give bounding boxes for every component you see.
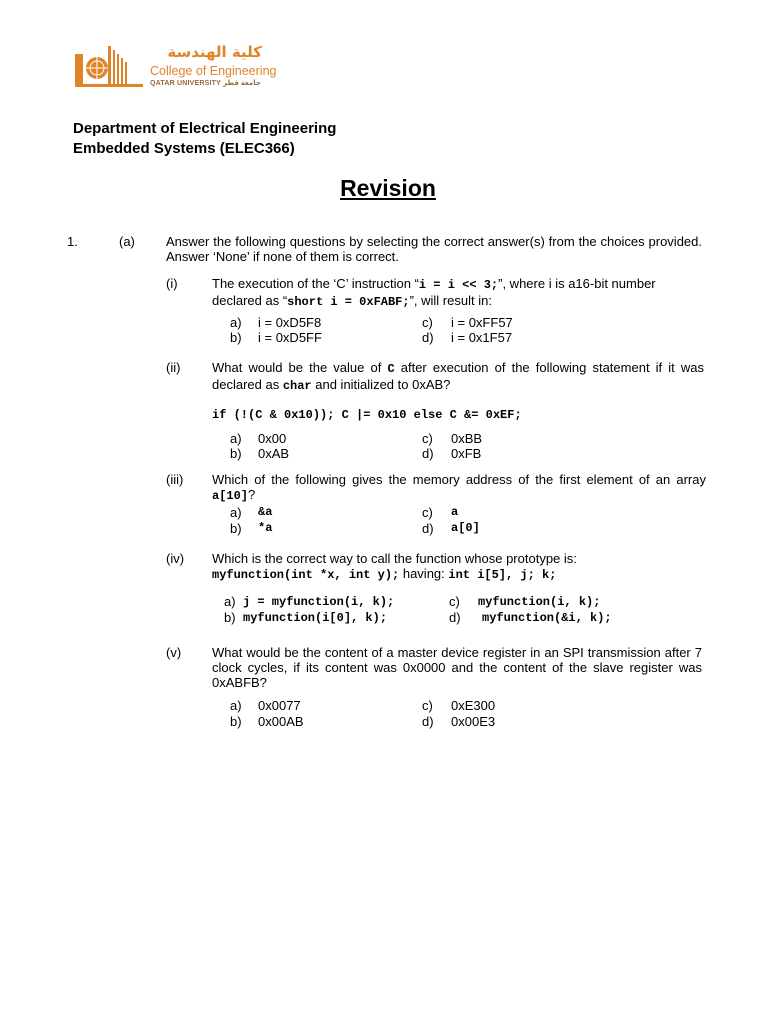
option-letter: b) bbox=[230, 330, 242, 345]
question-number: 1. bbox=[67, 234, 78, 249]
subq-i-text: The execution of the ‘C’ instruction “i = i << 3;”, where i is a16-bit number declared as “short i = 0xFABF;”, will result in: bbox=[212, 276, 656, 309]
option-text: 0x00 bbox=[258, 431, 287, 446]
option-letter: b) bbox=[230, 521, 242, 536]
option-letter: d) bbox=[422, 446, 434, 461]
option-text: myfunction(i[0], k); bbox=[243, 611, 388, 625]
option-letter: c) bbox=[422, 505, 433, 520]
subq-iii-number: (iii) bbox=[166, 472, 184, 487]
question-part: (a) bbox=[119, 234, 135, 249]
option-text: 0xAB bbox=[258, 446, 290, 461]
option-text: 0x00AB bbox=[258, 714, 304, 729]
option-letter: d) bbox=[422, 714, 434, 729]
option-text: 0xFB bbox=[451, 446, 482, 461]
option-letter: d) bbox=[449, 610, 461, 625]
option-text: 0x00E3 bbox=[451, 714, 496, 729]
option-text: 0x0077 bbox=[258, 698, 301, 713]
option-text: 0xE300 bbox=[451, 698, 496, 713]
subq-i-number: (i) bbox=[166, 276, 178, 291]
page-title: Revision bbox=[340, 175, 436, 201]
option-text: i = 0xD5FF bbox=[258, 330, 322, 345]
subq-iv-number: (iv) bbox=[166, 551, 185, 566]
option-letter: c) bbox=[422, 315, 433, 330]
option-text: a bbox=[451, 505, 459, 519]
option-letter: a) bbox=[230, 698, 242, 713]
option-text: i = 0xFF57 bbox=[451, 315, 513, 330]
subq-ii-text: What would be the value of C after execution of the following statement if it was declared as char and initialized to 0xAB? bbox=[212, 360, 705, 393]
question-intro: Answer the following questions by selecting the correct answer(s) from the choices provided. Answer ‘None’ if none of them is correct. bbox=[166, 234, 702, 264]
option-letter: a) bbox=[230, 315, 242, 330]
subq-v-number: (v) bbox=[166, 645, 182, 660]
option-text: a[0] bbox=[451, 521, 480, 535]
subq-v-text: What would be the content of a master device register in an SPI transmission after 7 clock cycles, if its content was 0x0000 and the content of the slave register was 0xABFB? bbox=[212, 645, 702, 690]
option-letter: a) bbox=[224, 594, 236, 609]
option-letter: c) bbox=[422, 698, 433, 713]
option-letter: a) bbox=[230, 431, 242, 446]
option-letter: b) bbox=[230, 714, 242, 729]
subq-ii-number: (ii) bbox=[166, 360, 181, 375]
option-text: myfunction(&i, k); bbox=[482, 611, 612, 625]
option-letter: c) bbox=[449, 594, 460, 609]
code-statement: if (!(C & 0x10)); C |= 0x10 else C &= 0xEF; bbox=[212, 408, 522, 422]
subq-iv-text: Which is the correct way to call the function whose prototype is: myfunction(int *x, int y); having: int i[5], j; k; bbox=[212, 551, 577, 582]
option-letter: d) bbox=[422, 330, 434, 345]
department-name: Department of Electrical Engineering bbox=[73, 120, 337, 137]
option-letter: d) bbox=[422, 521, 434, 536]
subq-iii-text: Which of the following gives the memory address of the first element of an array a[10]? bbox=[212, 472, 706, 503]
option-text: i = 0xD5F8 bbox=[258, 315, 322, 330]
option-text: &a bbox=[258, 505, 273, 519]
logo-college-name: College of Engineering bbox=[150, 64, 277, 78]
logo-university-name: QATAR UNIVERSITY جامعة قطر bbox=[150, 80, 261, 87]
option-letter: b) bbox=[230, 446, 242, 461]
option-letter: b) bbox=[224, 610, 236, 625]
option-text: *a bbox=[258, 521, 273, 535]
logo-arabic-name: كلية الهندسة bbox=[167, 43, 262, 61]
course-name: Embedded Systems (ELEC366) bbox=[73, 140, 295, 157]
option-text: myfunction(i, k); bbox=[478, 595, 601, 609]
option-letter: c) bbox=[422, 431, 433, 446]
option-text: i = 0x1F57 bbox=[451, 330, 513, 345]
department-heading bbox=[73, 119, 336, 159]
option-text: j = myfunction(i, k); bbox=[243, 595, 395, 609]
option-letter: a) bbox=[230, 505, 242, 520]
option-text: 0xBB bbox=[451, 431, 483, 446]
college-logo-emblem bbox=[75, 44, 145, 88]
